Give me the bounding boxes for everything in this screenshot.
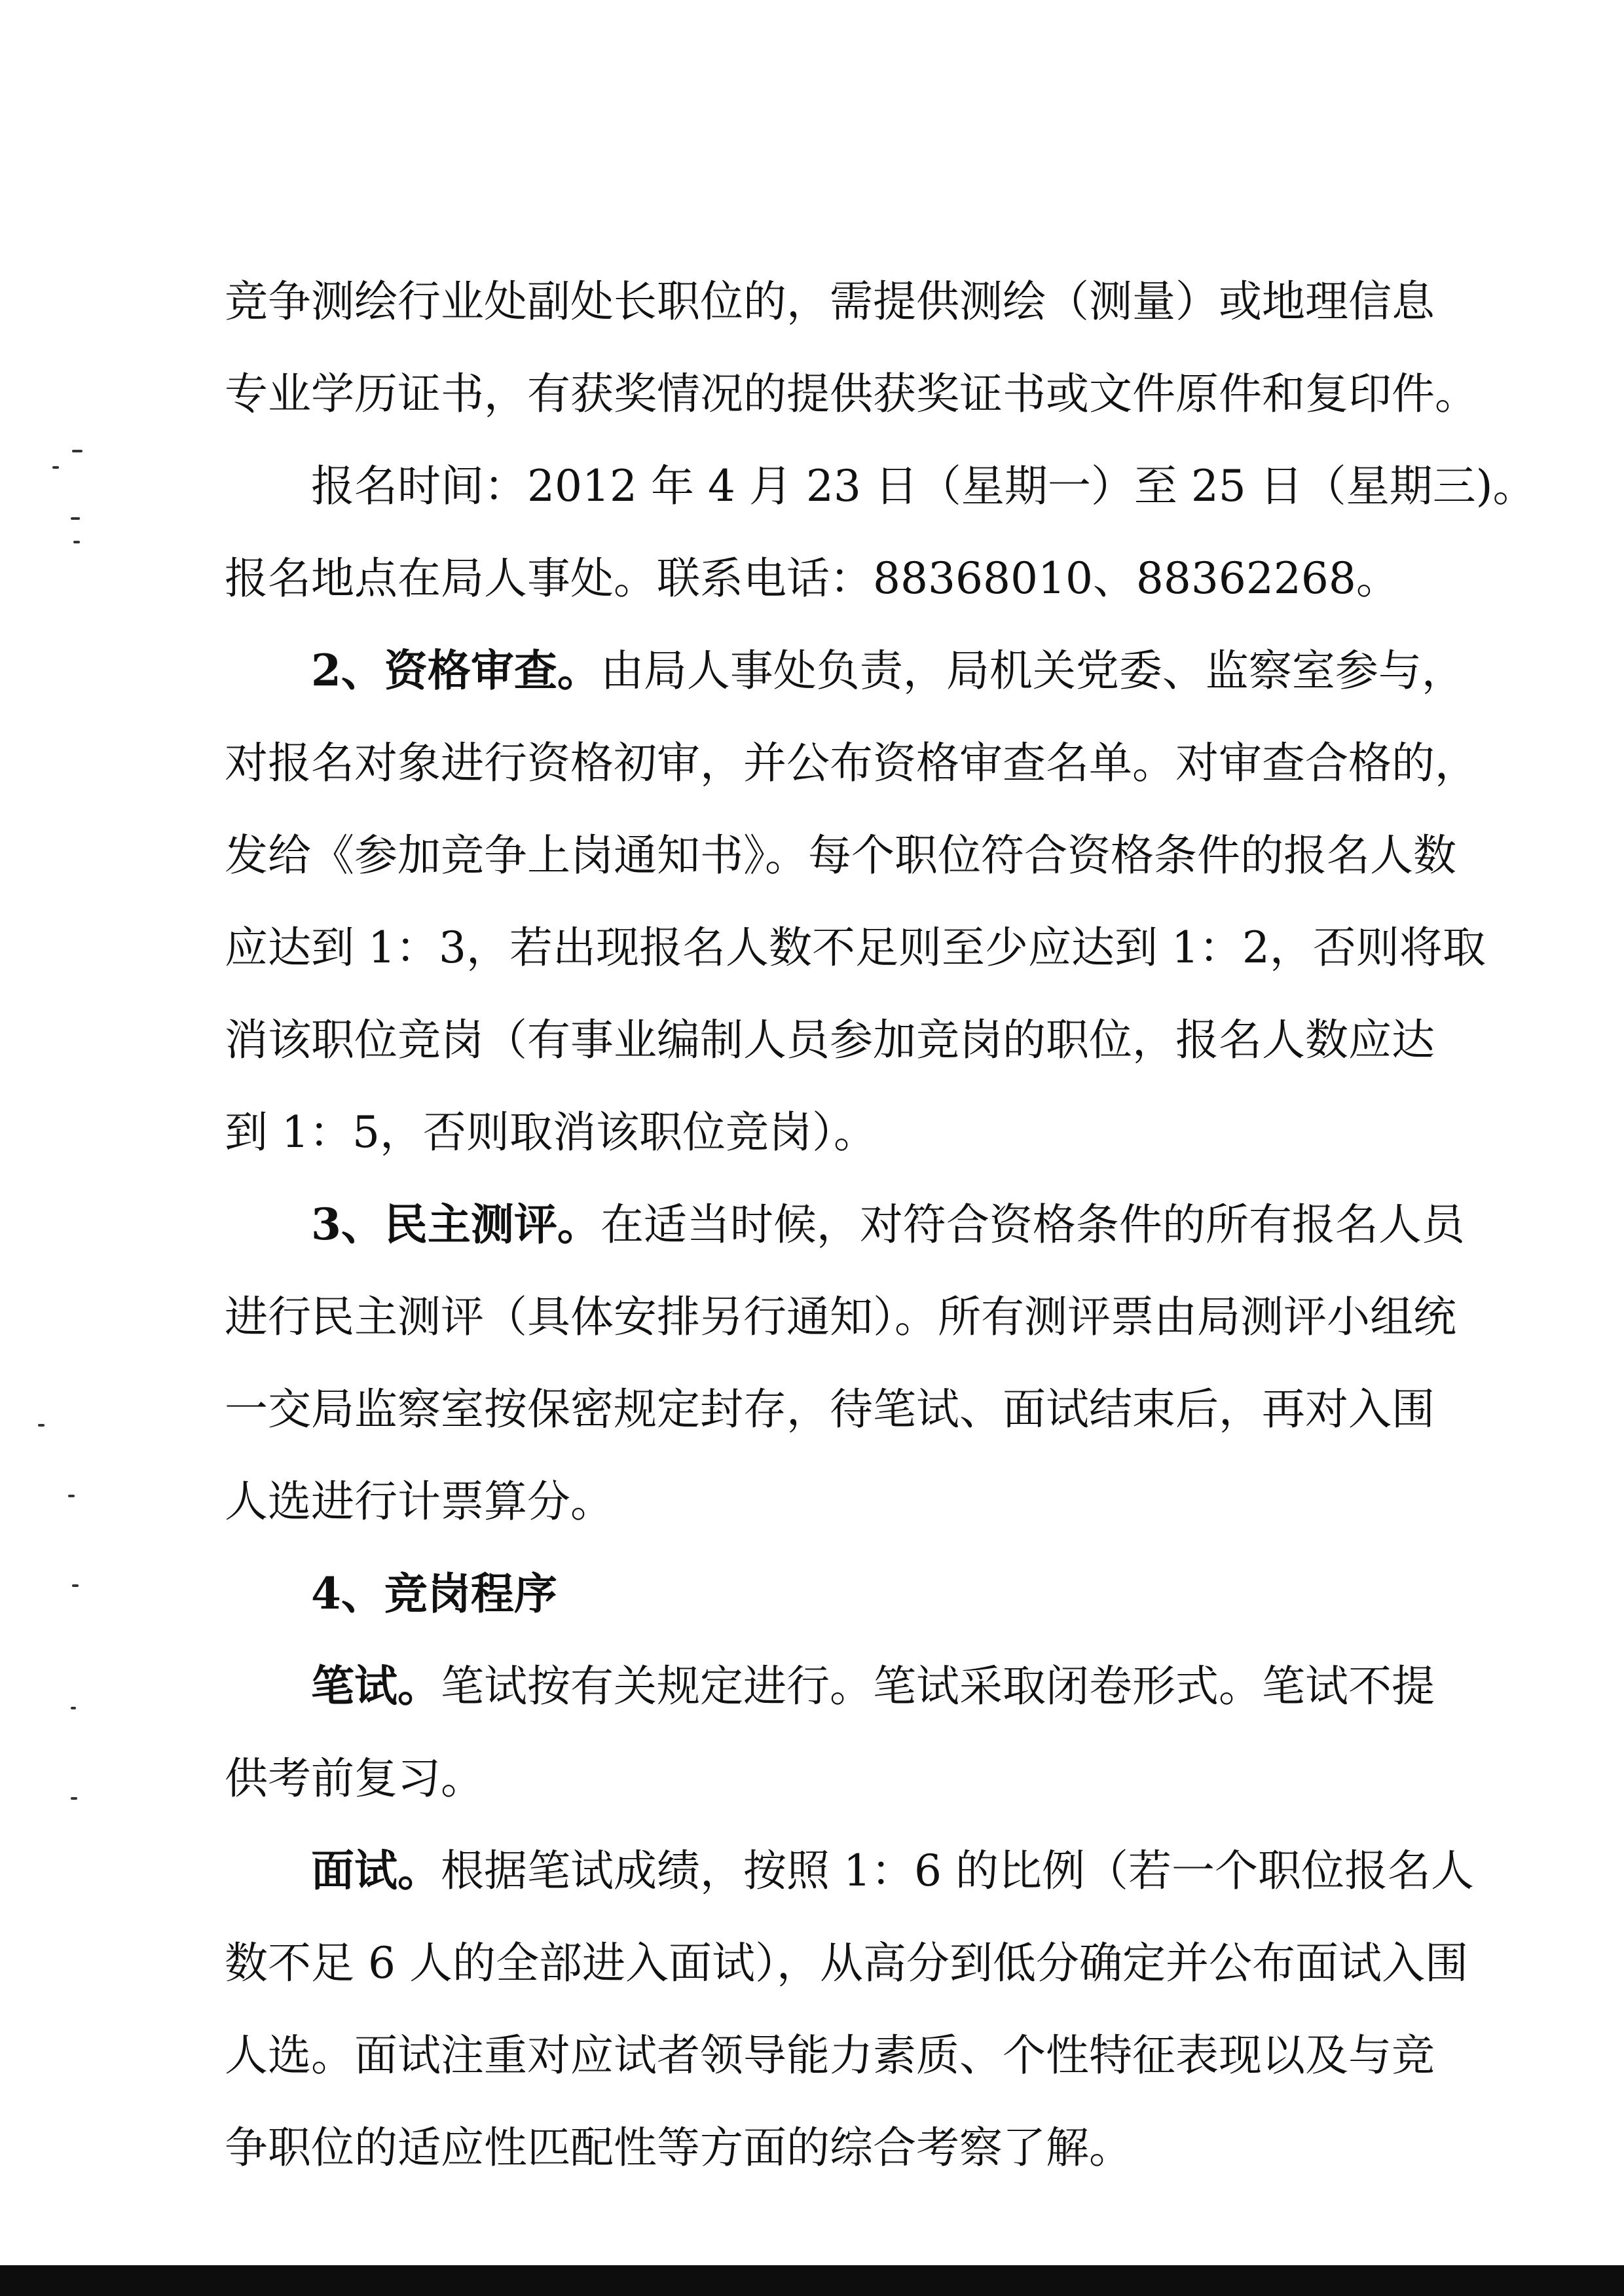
subsection-heading: 笔试。 [311, 1660, 441, 1711]
body-line: 数不足 6 人的全部进入面试），从高分到低分确定并公布面试入围 [225, 1938, 1468, 1988]
registration-time-line: 报名时间：2012 年 4 月 23 日（星期一）至 25 日（星期三)。 [311, 461, 1536, 511]
scan-speck [68, 1495, 75, 1497]
scan-speck [71, 517, 80, 520]
document-body [225, 255, 1536, 2194]
body-line: 消该职位竞岗（有事业编制人员参加竞岗的职位，报名人数应达 [225, 1015, 1435, 1065]
section-heading: 4、竞岗程序 [311, 1568, 557, 1619]
body-line: 对报名对象进行资格初审，并公布资格审查名单。对审查合格的， [225, 738, 1478, 788]
section-democratic-evaluation: 3、民主测评。在适当时候，对符合资格条件的所有报名人员 [311, 1199, 1465, 1250]
body-line: 人选。面试注重对应试者领导能力素质、个性特征表现以及与竞 [225, 2030, 1435, 2081]
scan-speck [71, 1797, 77, 1800]
section-qualification-review: 2、资格审查。由局人事处负责，局机关党委、监察室参与， [311, 645, 1465, 696]
subsection-written-exam: 笔试。笔试按有关规定进行。笔试采取闭卷形式。笔试不提 [311, 1660, 1435, 1711]
scan-speck [38, 1424, 45, 1427]
body-line: 人选进行计票算分。 [225, 1476, 614, 1527]
scan-speck [71, 1707, 76, 1709]
body-line: 争职位的适应性匹配性等方面的综合考察了解。 [225, 2123, 1132, 2173]
section-heading: 2、资格审查。 [311, 645, 600, 696]
body-line: 应达到 1：3，若出现报名人数不足则至少应达到 1：2，否则将取 [225, 922, 1486, 973]
registration-place-line: 报名地点在局人事处。联系电话：88368010、88362268。 [225, 553, 1399, 604]
body-line: 进行民主测评（具体安排另行通知）。所有测评票由局测评小组统 [225, 1292, 1456, 1342]
subsection-heading: 面试。 [311, 1845, 441, 1896]
scan-bottom-edge [0, 2265, 1624, 2296]
scan-speck [72, 1584, 79, 1587]
scan-speck [72, 450, 83, 452]
section-heading: 3、民主测评。 [311, 1199, 600, 1250]
body-line: 发给《参加竞争上岗通知书》。每个职位符合资格条件的报名人数 [225, 830, 1456, 881]
scan-speck [52, 466, 59, 469]
scan-speck [73, 541, 80, 543]
section-competition-procedure [225, 1548, 1443, 1640]
body-line: 到 1：5，否则取消该职位竞岗）。 [225, 1107, 877, 1157]
body-line: 供考前复习。 [225, 1753, 484, 1804]
body-line: 竞争测绘行业处副处长职位的，需提供测绘（测量）或地理信息 [225, 276, 1435, 327]
body-line: 专业学历证书，有获奖情况的提供获奖证书或文件原件和复印件。 [225, 369, 1478, 419]
body-line: 一交局监察室按保密规定封存，待笔试、面试结束后，再对入围 [225, 1384, 1435, 1434]
subsection-interview: 面试。根据笔试成绩，按照 1：6 的比例（若一个职位报名人 [311, 1845, 1474, 1896]
